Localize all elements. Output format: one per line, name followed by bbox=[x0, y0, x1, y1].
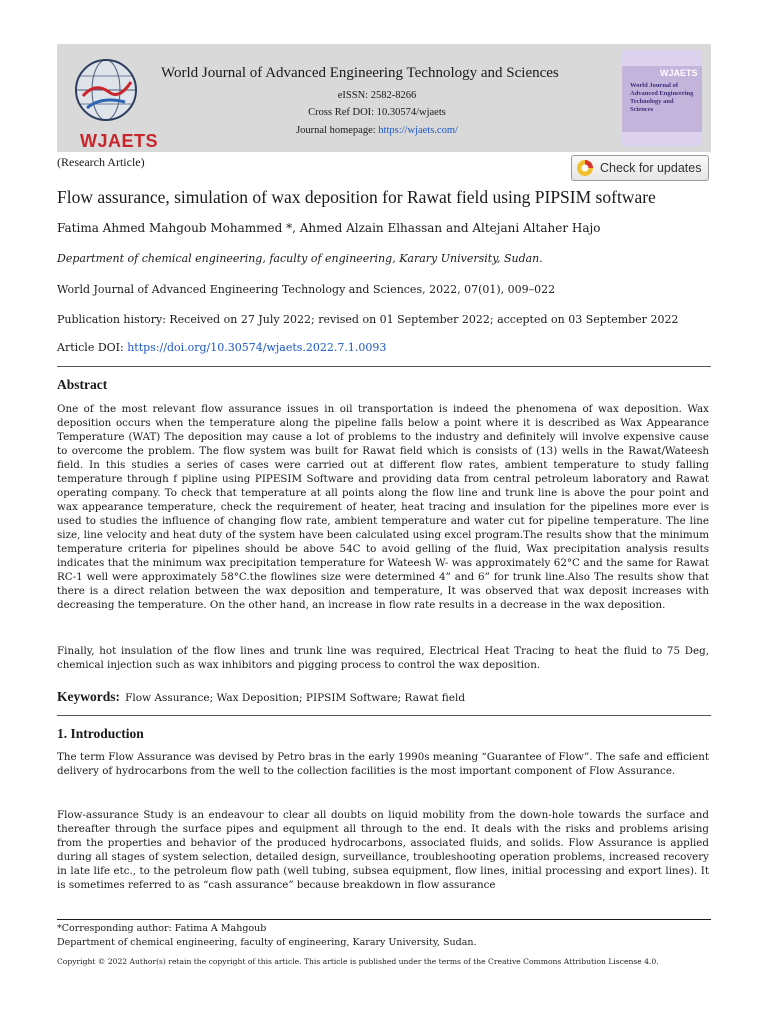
footnote-department: Department of chemical engineering, faculty of engineering, Karary University, Sudan. bbox=[57, 937, 477, 948]
journal-title: World Journal of Advanced Engineering Technology and Sciences bbox=[161, 65, 559, 81]
check-for-updates-button[interactable] bbox=[571, 155, 709, 181]
cover-top-band bbox=[622, 50, 702, 66]
keywords-list: Flow Assurance; Wax Deposition; PIPSIM Software; Rawat field bbox=[125, 692, 466, 704]
check-updates-icon bbox=[576, 159, 594, 177]
journal-cover bbox=[622, 50, 702, 146]
journal-header bbox=[57, 44, 711, 152]
authors: Fatima Ahmed Mahgoub Mohammed *, Ahmed Alzain Elhassan and Altejani Altaher Hajo bbox=[57, 221, 601, 235]
article-type: (Research Article) bbox=[57, 155, 145, 169]
keywords-label: Keywords: bbox=[57, 689, 120, 704]
cover-brand: WJAETS bbox=[660, 68, 698, 78]
section-divider bbox=[57, 715, 711, 716]
abstract-paragraph: Finally, hot insulation of the flow lines and trunk line was required, Electrical Heat Tracing to heat the fluid to 75 Deg, chemical injection such as wax inhibitors and pigging process to control the wax deposition. bbox=[57, 645, 709, 671]
homepage-label: Journal homepage: bbox=[296, 125, 376, 136]
copyright-notice: Copyright © 2022 Author(s) retain the copyright of this article. This article is published under the terms of the Creative Commons Attribution Liscense 4.0. bbox=[57, 957, 659, 966]
article-doi bbox=[57, 341, 386, 354]
eissn: eISSN: 2582-8266 bbox=[337, 90, 417, 101]
logo-text: WJAETS bbox=[80, 131, 159, 151]
cover-bottom-band bbox=[622, 132, 702, 146]
journal-logo bbox=[65, 52, 159, 151]
doi-label: Article DOI: bbox=[57, 341, 124, 354]
introduction-paragraph: Flow-assurance Study is an endeavour to clear all doubts on liquid mobility from the down-hole towards the surface and thereafter through the surface pipes and equipment all through to the end. It deals with the risks and problems arising from the properties and behavior of the produced hydrocarbons, associated fluids, and solids. Flow Assurance is applied during all stages of system selection, detailed design, surveillance, troubleshooting operation problems, increased recovery in late life etc., to the petroleum flow path (well tubing, subsea equipment, flow lines, initial processing and export lines). It is sometimes referred to as “cash assurance” because breakdown in flow assurance bbox=[57, 809, 709, 891]
abstract-paragraph: One of the most relevant flow assurance issues in oil transportation is indeed the phenomena of wax deposition. Wax deposition occurs when the temperature along the pipeline falls below a point where it is described as Wax Appearance Temperature (WAT) The deposition may cause a lot of problems to the industry and definitely will involve expensive cause to overcome the problem. The flow system was built for Rawat field which is consists of (13) wells in the Rawat/Wateesh field. In this studies a series of cases were carried out at different flow rates, ambient temperature to study falling temperature through f pipline using PIPESIM Software and providing data from central petroleum laboratory and Rawat operating company. To check that temperature at all points along the flow line and trunk line is above the pour point and wax appearance temperature, check the requirement of heater, heat tracing and insulation for the pipelines more ever is used to studies the influence of changing flow rate, ambient temperature and water cut for pipeline temperature. The line size, line velocity and heat duty of the system have been calculated using excel program.The results show that the minimum temperature criteria for pipelines should be above 54C to avoid gelling of the fluid, Wax precipitation analysis results indicates that the minimum wax precipitation temperature for Wateesh W- was approximately 62°C and the same for Rawat RC-1 well were approximately 58°C.the flowlines size were determined 4” and 6” for trunk line.Also The results show that there is a direct relation between the wax deposition and temperature, It was observed that wax deposit increases with decreasing the temperature. On the other hand, an increase in flow rate results in a decrease in the wax deposition. bbox=[57, 403, 709, 611]
globe-logo-icon bbox=[65, 52, 147, 132]
section-divider bbox=[57, 366, 711, 367]
introduction-paragraph: The term Flow Assurance was devised by Petro bras in the early 1990s meaning “Guarantee of Flow”. The safe and efficient delivery of hydrocarbons from the well to the collection facilities is the most important component of Flow Assurance. bbox=[57, 751, 709, 777]
abstract-heading: Abstract bbox=[57, 377, 108, 392]
corresponding-author: *Corresponding author: Fatima A Mahgoub bbox=[57, 923, 267, 934]
introduction-heading: 1. Introduction bbox=[57, 726, 144, 741]
homepage-link[interactable]: https://wjaets.com/ bbox=[378, 125, 458, 136]
doi-link[interactable]: https://doi.org/10.30574/wjaets.2022.7.1.0093 bbox=[127, 341, 387, 354]
crossref-doi: Cross Ref DOI: 10.30574/wjaets bbox=[308, 107, 446, 118]
footnote-divider bbox=[57, 919, 711, 920]
keywords bbox=[57, 686, 465, 705]
check-updates-label: Check for updates bbox=[600, 161, 702, 175]
cover-heading: World Journal of Advanced Engineering Technology and Sciences bbox=[630, 82, 694, 113]
citation: World Journal of Advanced Engineering Technology and Sciences, 2022, 07(01), 009–022 bbox=[57, 283, 556, 296]
publication-history: Publication history: Received on 27 July 2022; revised on 01 September 2022; accepted on 03 September 2022 bbox=[57, 313, 679, 326]
article-title: Flow assurance, simulation of wax deposition for Rawat field using PIPSIM software bbox=[57, 187, 656, 207]
affiliation: Department of chemical engineering, faculty of engineering, Karary University, Sudan. bbox=[57, 252, 543, 265]
journal-homepage bbox=[277, 125, 477, 136]
